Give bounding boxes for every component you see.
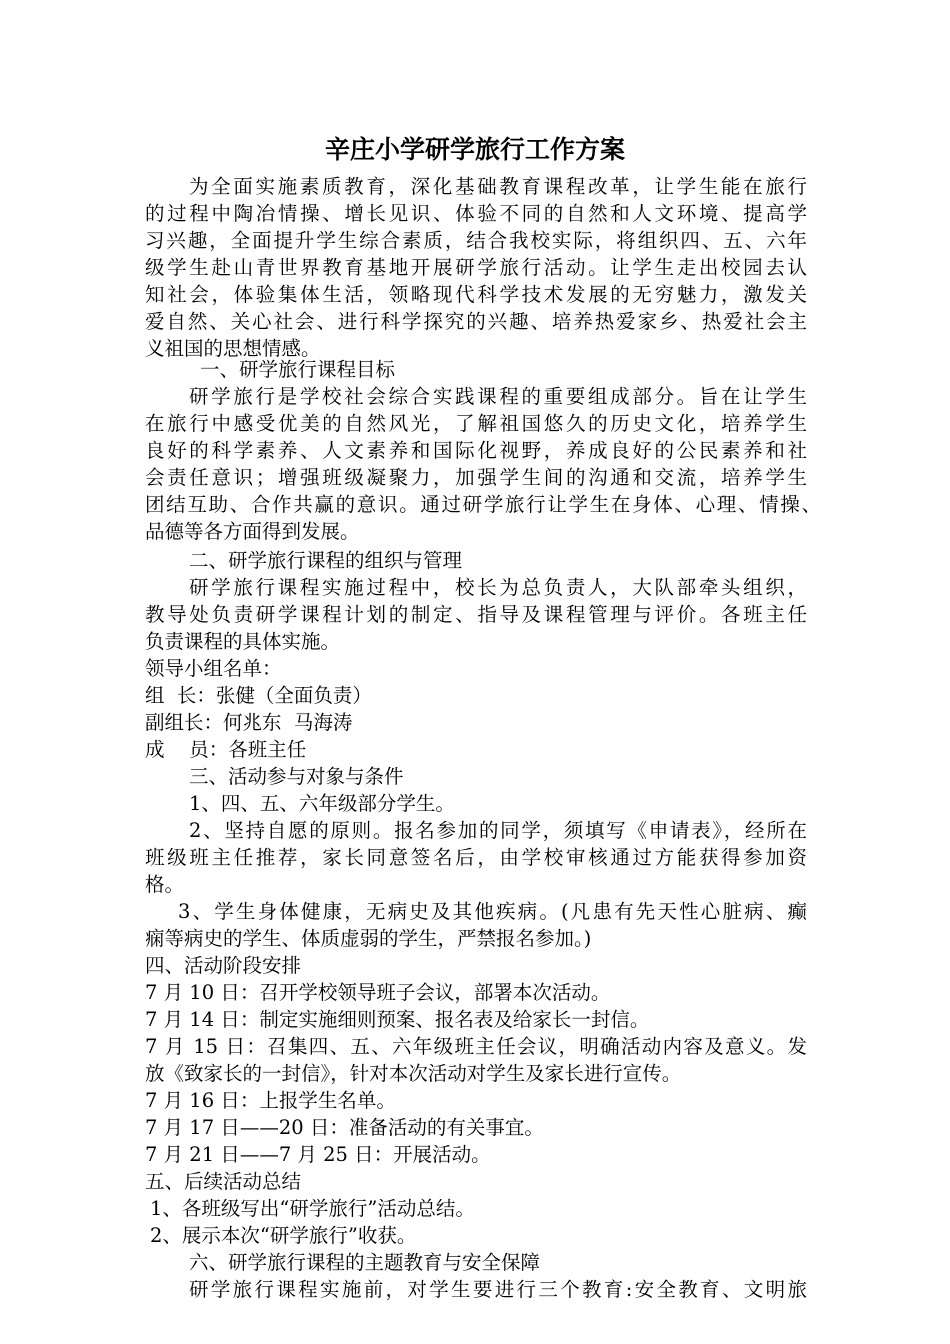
section-heading: 二、研学旅行课程的组织与管理 <box>189 549 463 572</box>
list-item: 2、坚持自愿的原则。报名参加的同学，须填写《申请表》，经所在 <box>189 819 807 842</box>
schedule-item: 7 月 15 日：召集四、五、六年级班主任会议，明确活动内容及意义。发 <box>145 1035 807 1058</box>
paragraph-line: 教导处负责研学课程计划的制定、指导及课程管理与评价。各班主任 <box>145 603 807 626</box>
section-heading: 四、活动阶段安排 <box>145 954 302 977</box>
paragraph-line: 在旅行中感受优美的自然风光，了解祖国悠久的历史文化，培养学生 <box>145 412 807 435</box>
paragraph-line: 研学旅行课程实施前，对学生要进行三个教育:安全教育、文明旅 <box>189 1278 807 1301</box>
paragraph-line: 团结互助、合作共赢的意识。通过研学旅行让学生在身体、心理、情操、 <box>145 493 821 516</box>
leader-line: 组 长：张健（全面负责） <box>145 684 372 707</box>
list-item: 2、展示本次“研学旅行”收获。 <box>150 1224 417 1247</box>
section-heading: 一、研学旅行课程目标 <box>200 358 396 381</box>
section-heading: 六、研学旅行课程的主题教育与安全保障 <box>189 1251 541 1274</box>
intro-line: 习兴趣，全面提升学生综合素质，结合我校实际，将组织四、五、六年 <box>145 229 807 252</box>
list-item: 格。 <box>145 873 185 896</box>
paragraph-line: 良好的科学素养、人文素养和国际化视野，养成良好的公民素养和社 <box>145 439 807 462</box>
paragraph-line: 研学旅行课程实施过程中，校长为总负责人，大队部牵头组织， <box>189 576 807 599</box>
list-item: 3、学生身体健康，无病史及其他疾病。(凡患有先天性心脏病、癫 <box>178 900 807 923</box>
paragraph-line: 品德等各方面得到发展。 <box>145 520 360 543</box>
schedule-item: 7 月 14 日：制定实施细则预案、报名表及给家长一封信。 <box>145 1008 650 1031</box>
schedule-item: 7 月 10 日：召开学校领导班子会议，部署本次活动。 <box>145 981 611 1004</box>
leader-line: 副组长：何兆东 马海涛 <box>145 711 353 734</box>
schedule-item: 7 月 21 日——7 月 25 日：开展活动。 <box>145 1143 491 1166</box>
section-heading: 五、后续活动总结 <box>145 1170 302 1193</box>
list-item: 班级班主任推荐，家长同意签名后，由学校审核通过方能获得参加资 <box>145 846 807 869</box>
intro-line: 为全面实施素质教育，深化基础教育课程改革，让学生能在旅行 <box>189 175 807 198</box>
leaders-title: 领导小组名单： <box>145 657 282 680</box>
intro-line: 级学生赴山青世界教育基地开展研学旅行活动。让学生走出校园去认 <box>145 256 807 279</box>
section-heading: 三、活动参与对象与条件 <box>189 765 404 788</box>
paragraph-line: 研学旅行是学校社会综合实践课程的重要组成部分。旨在让学生 <box>189 385 807 408</box>
list-item: 痫等病史的学生、体质虚弱的学生，严禁报名参加。) <box>145 927 592 950</box>
document-title: 辛庄小学研学旅行工作方案 <box>324 135 625 164</box>
intro-line: 爱自然、关心社会、进行科学探究的兴趣、培养热爱家乡、热爱社会主 <box>145 310 807 333</box>
intro-line: 义祖国的思想情感。 <box>145 337 321 360</box>
paragraph-line: 会责任意识；增强班级凝聚力，加强学生间的沟通和交流，培养学生 <box>145 466 807 489</box>
paragraph-line: 负责课程的具体实施。 <box>145 630 341 653</box>
list-item: 1、各班级写出“研学旅行”活动总结。 <box>150 1197 475 1220</box>
schedule-item: 7 月 17 日——20 日：准备活动的有关事宜。 <box>145 1116 544 1139</box>
intro-line: 知社会，体验集体生活，领略现代科学技术发展的无穷魅力，激发关 <box>145 283 807 306</box>
schedule-item: 放《致家长的一封信》，针对本次活动对学生及家长进行宣传。 <box>145 1062 682 1085</box>
list-item: 1、四、五、六年级部分学生。 <box>189 792 455 815</box>
leader-line: 成 员：各班主任 <box>145 738 307 761</box>
intro-line: 的过程中陶冶情操、增长见识、体验不同的自然和人文环境、提高学 <box>145 202 807 225</box>
schedule-item: 7 月 16 日：上报学生名单。 <box>145 1089 396 1112</box>
